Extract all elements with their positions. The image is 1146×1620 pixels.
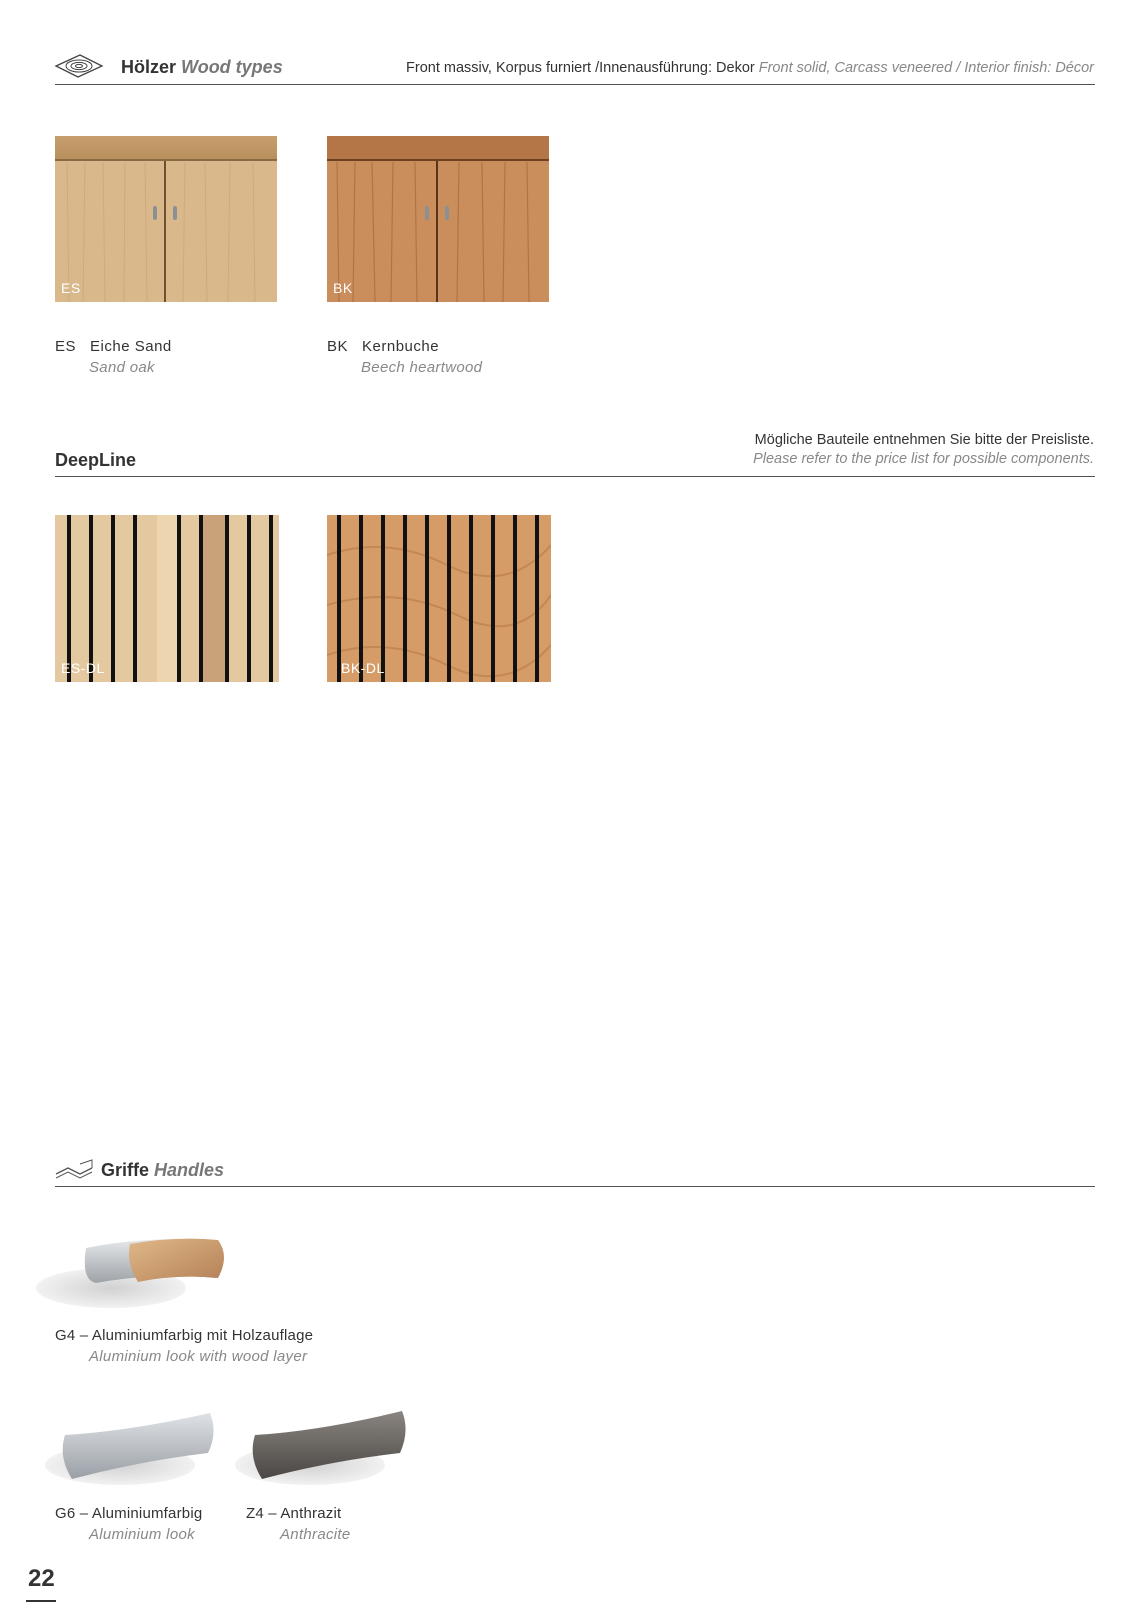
handle-g4-name-en: Aluminium look with wood layer xyxy=(89,1348,308,1365)
page-number-underline xyxy=(26,1600,56,1602)
wood-types-heading xyxy=(121,57,283,78)
swatch-es-name: Eiche Sand xyxy=(90,338,172,355)
wood-types-title: Hölzer xyxy=(121,57,177,77)
deepline-note-de: Mögliche Bauteile entnehmen Sie bitte der Preisliste. xyxy=(754,432,1094,448)
swatch-bk-tag: BK xyxy=(333,280,353,296)
handle-z4-name: Z4 – Anthrazit xyxy=(246,1505,342,1522)
handle-g6-image[interactable] xyxy=(40,1395,230,1505)
swatch-bk-dl-image xyxy=(327,515,551,682)
swatch-es-caption xyxy=(55,338,172,376)
swatch-es-dl-image xyxy=(55,515,279,682)
swatch-es[interactable] xyxy=(55,136,277,302)
swatch-bk-image xyxy=(327,136,549,302)
wood-types-divider xyxy=(55,84,1095,85)
handle-g6-caption xyxy=(55,1505,202,1543)
swatch-bk-caption xyxy=(327,338,482,376)
swatch-bk-code: BK xyxy=(327,338,349,355)
swatch-es-name-en: Sand oak xyxy=(89,359,155,376)
wood-types-icon xyxy=(54,52,104,80)
handle-z4-image[interactable] xyxy=(230,1395,420,1505)
wood-types-title-en: Wood types xyxy=(181,57,283,77)
wood-types-note xyxy=(406,60,1094,76)
deepline-title: DeepLine xyxy=(55,450,137,470)
wood-types-note-en: Front solid, Carcass veneered / Interior finish: Décor xyxy=(758,60,1094,76)
swatch-bk[interactable] xyxy=(327,136,549,302)
handles-heading xyxy=(101,1160,224,1181)
handles-title: Griffe xyxy=(101,1160,150,1180)
handle-z4-name-en: Anthracite xyxy=(280,1526,351,1543)
deepline-note-en: Please refer to the price list for possible components. xyxy=(753,451,1094,467)
handle-g6-name: G6 – Aluminiumfarbig xyxy=(55,1505,203,1522)
swatch-bk-name-en: Beech heartwood xyxy=(361,359,483,376)
handles-divider xyxy=(55,1186,1095,1187)
wood-types-note-de: Front massiv, Korpus furniert /Innenausführung: Dekor xyxy=(406,60,755,76)
deepline-note xyxy=(753,432,1094,467)
handles-title-en: Handles xyxy=(154,1160,225,1180)
swatch-bk-dl-tag: BK-DL xyxy=(341,660,385,676)
swatch-es-tag: ES xyxy=(61,280,81,296)
swatch-es-dl[interactable] xyxy=(55,515,279,682)
swatch-es-dl-tag: ES-DL xyxy=(61,660,105,676)
swatch-es-image xyxy=(55,136,277,302)
handle-g4-image[interactable] xyxy=(26,1208,236,1328)
handle-z4-caption xyxy=(246,1505,351,1543)
deepline-divider xyxy=(55,476,1095,477)
handle-g6-name-en: Aluminium look xyxy=(89,1526,195,1543)
handle-g4-caption xyxy=(55,1327,313,1365)
page-number: 22 xyxy=(28,1565,55,1592)
handles-icon xyxy=(54,1158,94,1182)
swatch-bk-name: Kernbuche xyxy=(362,338,440,355)
swatch-bk-dl[interactable] xyxy=(327,515,551,682)
swatch-es-code: ES xyxy=(55,338,77,355)
handle-g4-name: G4 – Aluminiumfarbig mit Holzauflage xyxy=(55,1327,314,1344)
